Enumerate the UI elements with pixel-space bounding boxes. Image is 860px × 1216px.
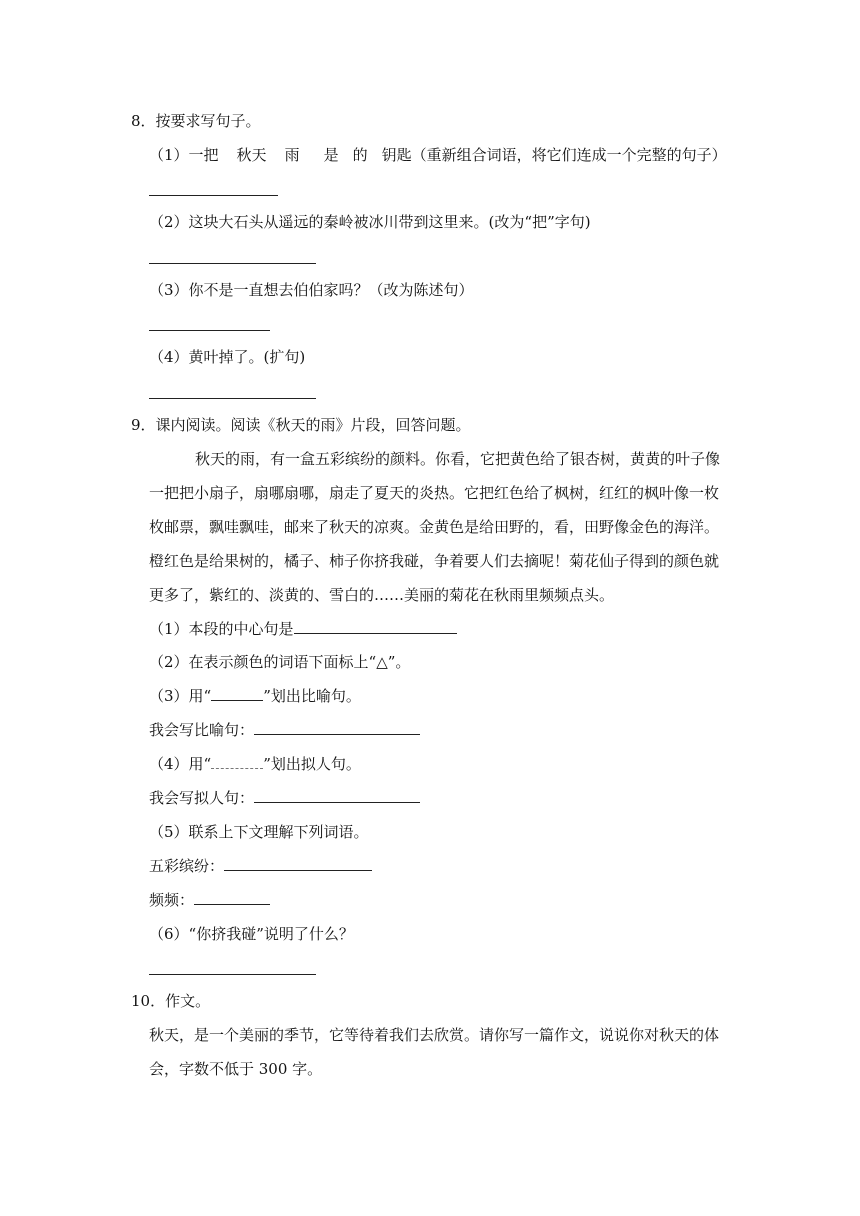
q8-word-4: 的 [352, 146, 368, 164]
q9-title: 9．课内阅读。阅读《秋天的雨》片段，回答问题。 [131, 416, 471, 434]
q9-sub1-label: （1）本段的中心句是 [149, 620, 294, 638]
q8-item1-suffix: （重新组合词语，将它们连成一个完整的句子） [411, 146, 727, 164]
q8-answer-line-3[interactable] [149, 330, 270, 331]
q10-title: 10．作文。 [131, 992, 211, 1010]
q9-sub1 [149, 618, 457, 640]
q9-sub5-word1-blank[interactable] [224, 856, 372, 871]
q9-sub3-write [149, 719, 420, 741]
q9-passage-line-5: 更多了，紫红的、淡黄的、雪白的……美丽的菊花在秋雨里频频点头。 [149, 586, 615, 604]
q9-sub4 [149, 753, 361, 775]
q9-sub5-word1 [149, 855, 372, 877]
q9-sub4-underline-sample [211, 754, 263, 769]
q8-word-2: 雨 [284, 146, 300, 164]
q8-item3: （3）你不是一直想去伯伯家吗？（改为陈述句） [149, 281, 474, 299]
q10-prompt-line-2: 会，字数不低于 300 字。 [149, 1060, 323, 1078]
q8-item4: （4）黄叶掉了。(扩句) [149, 348, 306, 366]
q8-answer-line-4[interactable] [149, 398, 316, 399]
q8-title: 8．按要求写句子。 [131, 112, 261, 130]
q9-sub4-label-b: ”划出拟人句。 [263, 755, 361, 773]
q9-sub5-word2 [149, 889, 270, 911]
q9-sub2: （2）在表示颜色的词语下面标上“△”。 [149, 653, 411, 671]
q9-sub3-write-label: 我会写比喻句： [149, 721, 255, 739]
q8-item2: （2）这块大石头从遥远的秦岭被冰川带到这里来。(改为“把”字句) [149, 213, 591, 231]
q9-passage-line-4: 橙红色是给果树的，橘子、柿子你挤我碰，争着要人们去摘呢！菊花仙子得到的颜色就 [149, 552, 720, 570]
q9-sub5-word2-blank[interactable] [194, 890, 270, 905]
q9-sub5-word2-label: 频频： [149, 891, 195, 909]
q9-sub1-blank[interactable] [294, 619, 457, 634]
q9-sub6-answer-line[interactable] [149, 974, 316, 975]
q9-sub3 [149, 685, 361, 707]
q9-sub5-word1-label: 五彩缤纷： [149, 857, 225, 875]
q8-answer-line-2[interactable] [149, 263, 316, 264]
q10-prompt-line-1: 秋天，是一个美丽的季节，它等待着我们去欣赏。请你写一篇作文，说说你对秋天的体 [149, 1026, 720, 1044]
q9-sub6: （6）“你挤我碰”说明了什么？ [149, 925, 354, 943]
q9-passage-line-1: 秋天的雨，有一盒五彩缤纷的颜料。你看，它把黄色给了银杏树，黄黄的叶子像 [195, 450, 721, 468]
q9-sub4-write [149, 787, 420, 809]
q8-answer-line-1[interactable] [149, 195, 278, 196]
q8-word-1: 秋天 [236, 146, 267, 164]
q9-sub3-label-b: ”划出比喻句。 [263, 687, 361, 705]
q8-item1 [149, 144, 727, 166]
q8-word-3: 是 [323, 146, 339, 164]
q9-sub4-label-a: （4）用“ [149, 755, 212, 773]
q9-sub4-write-label: 我会写拟人句： [149, 789, 255, 807]
q9-sub5: （5）联系上下文理解下列词语。 [149, 823, 369, 841]
q9-sub4-write-blank[interactable] [254, 788, 420, 803]
q9-passage-line-2: 一把把小扇子，扇哪扇哪，扇走了夏天的炎热。它把红色给了枫树，红红的枫叶像一枚 [149, 484, 720, 502]
q8-word-5: 钥匙 [381, 146, 412, 164]
q9-sub3-write-blank[interactable] [254, 720, 420, 735]
q8-item1-prefix: （1）一把 [149, 146, 219, 164]
q9-sub3-underline-sample [211, 686, 263, 701]
q9-passage-line-3: 枚邮票，飘哇飘哇，邮来了秋天的凉爽。金黄色是给田野的，看，田野像金色的海洋。 [149, 518, 720, 536]
q9-sub3-label-a: （3）用“ [149, 687, 212, 705]
